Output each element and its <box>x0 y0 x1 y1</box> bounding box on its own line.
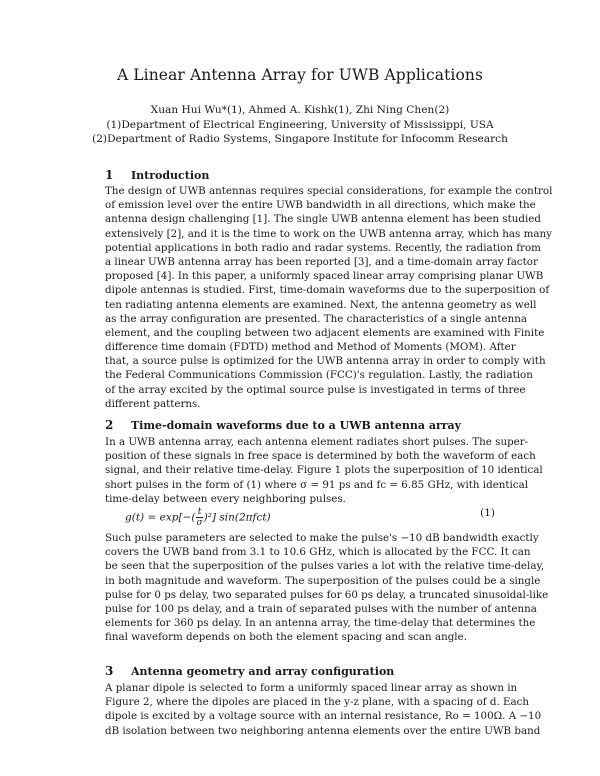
paragraph-section-2a <box>105 435 543 506</box>
text-line: in both magnitude and waveform. The superposition of the pulses could be a single <box>105 574 541 587</box>
text-line: ten radiating antenna elements are examined. Next, the antenna geometry as well <box>105 298 537 311</box>
section-heading-2 <box>105 418 461 432</box>
text-line: the Federal Communications Commission (FCC)'s regulation. Lastly, the radiation <box>105 369 533 382</box>
text-line: antenna design challenging [1]. The single UWB antenna element has been studied <box>105 213 541 226</box>
text-line: potential applications in both radio and radar systems. Recently, the radiation from <box>105 241 541 254</box>
text-line: covers the UWB band from 3.1 to 10.6 GHz, which is allocated by the FCC. It can <box>105 546 531 559</box>
text-line: dipole antennas is studied. First, time-domain waveforms due to the superposition of <box>105 284 550 297</box>
text-line: different patterns. <box>105 397 201 410</box>
text-line: pulse for 100 ps delay, and a train of separated pulses with the number of antenna <box>105 602 537 615</box>
text-line: pulse for 0 ps delay, two separated pulses for 60 ps delay, a truncated sinusoidal-like <box>105 588 549 601</box>
paragraph-section-3 <box>105 681 542 738</box>
author-list: Xuan Hui Wu*(1), Ahmed A. Kishk(1), Zhi Ning Chen(2) <box>150 104 450 116</box>
text-line: elements for 360 ps delay. In an antenna array, the time-delay that determines the <box>105 617 536 630</box>
section-title: Time-domain waveforms due to a UWB antenna array <box>131 419 462 432</box>
section-number: 2 <box>105 418 114 432</box>
equation-lhs: g(t) = exp[−( <box>125 511 196 524</box>
text-line: In a UWB antenna array, each antenna element radiates short pulses. The super- <box>105 436 529 448</box>
text-line: Such pulse parameters are selected to make the pulse's −10 dB bandwidth exactly <box>105 532 539 544</box>
section-heading-1 <box>105 168 209 182</box>
text-line: a linear UWB antenna array has been reported [3], and a time-domain array factor <box>105 255 538 268</box>
text-line: of emission level over the entire UWB bandwidth in all directions, which make the <box>105 199 536 212</box>
text-line: time-delay between every neighboring pulses. <box>105 492 346 505</box>
text-line: A planar dipole is selected to form a uniformly spaced linear array as shown in <box>105 682 518 694</box>
author-block <box>0 103 600 147</box>
text-line: be seen that the superposition of the pulses varies a lot with the relative time-delay, <box>105 560 545 573</box>
text-line: of the array excited by the optimal source pulse is investigated in terms of three <box>105 383 526 396</box>
paper-title: A Linear Antenna Array for UWB Applications <box>116 66 484 84</box>
paragraph-section-2b <box>105 531 549 645</box>
text-line: The design of UWB antennas requires special considerations, for example the control <box>105 185 553 197</box>
text-line: signal, and their relative time-delay. Figure 1 plots the superposition of 10 identical <box>105 464 543 477</box>
equation-rhs: )²] sin(2πfct) <box>203 511 271 524</box>
text-line: dB isolation between two neighboring antenna elements over the entire UWB band <box>105 724 541 737</box>
affiliation-1: (1)Department of Electrical Engineering, University of Mississippi, USA <box>106 118 494 131</box>
section-title: Antenna geometry and array configuration <box>131 665 395 678</box>
text-line: proposed [4]. In this paper, a uniformly spaced linear array comprising planar UWB <box>105 270 544 283</box>
equation-1 <box>125 500 495 528</box>
text-line: Figure 2, where the dipoles are placed in the y-z plane, with a spacing of d. Each <box>105 696 530 709</box>
paragraph-introduction <box>105 184 553 411</box>
section-number: 1 <box>105 168 114 182</box>
equation-number: (1) <box>480 507 495 519</box>
text-line: short pulses in the form of (1) where σ = 91 ps and fc = 6.85 GHz, with identical <box>105 478 529 491</box>
text-line: dipole is excited by a voltage source with an internal resistance, Ro = 100Ω. A −10 <box>105 710 542 723</box>
text-line: extensively [2], and it is the time to work on the UWB antenna array, which has many <box>105 227 552 240</box>
text-line: element, and the coupling between two adjacent elements are examined with Finite <box>105 326 545 339</box>
text-line: position of these signals in free space is determined by both the waveform of each <box>105 450 536 463</box>
section-heading-3 <box>105 664 394 678</box>
section-number: 3 <box>105 664 114 678</box>
fraction-numerator: t <box>197 507 202 517</box>
affiliation-2: (2)Department of Radio Systems, Singapore Institute for Infocomm Research <box>92 133 508 146</box>
section-title: Introduction <box>131 169 210 182</box>
fraction-denominator: σ <box>196 518 203 528</box>
text-line: final waveform depends on both the element spacing and scan angle. <box>105 631 467 644</box>
text-line: as the array configuration are presented. The characteristics of a single antenna <box>105 312 528 325</box>
text-line: that, a source pulse is optimized for the UWB antenna array in order to comply with <box>105 355 546 368</box>
text-line: difference time domain (FDTD) method and Method of Moments (MOM). After <box>105 341 516 354</box>
equation-fraction <box>196 507 202 528</box>
